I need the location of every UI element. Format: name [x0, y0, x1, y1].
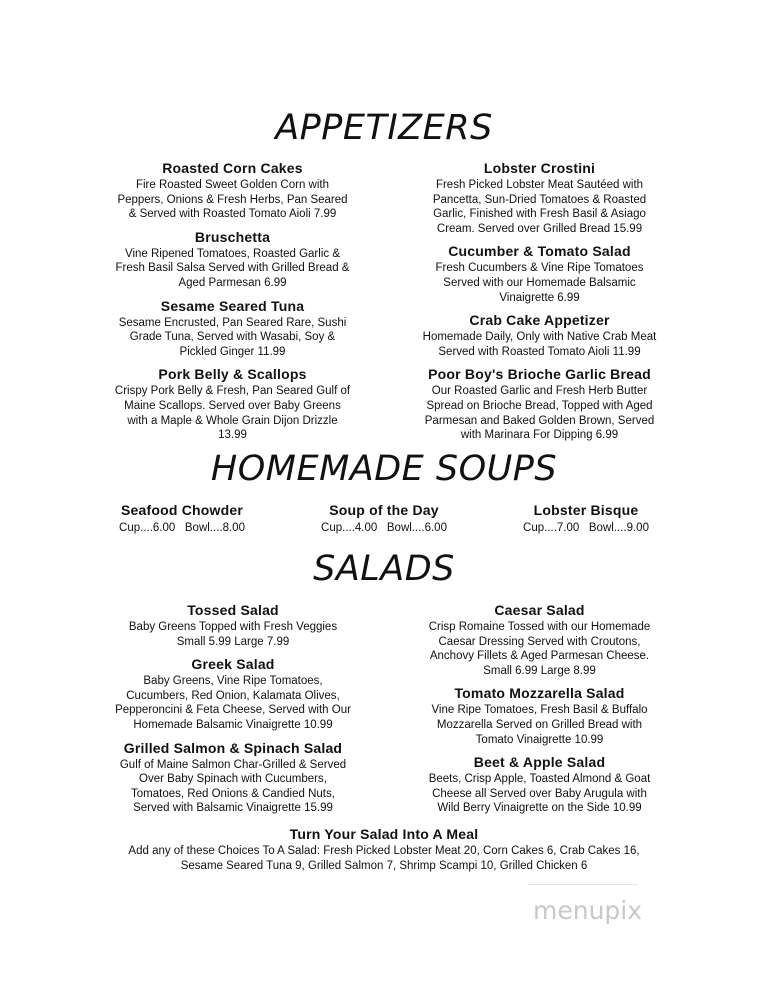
item-description: Fresh Picked Lobster Meat Sautéed with Pancetta, Sun-Dried Tomatoes & Roasted Garlic, Finished with Fresh Basil & Asiago Cream. Served over Grilled Bread 15.99 — [432, 179, 647, 235]
item-description: Fire Roasted Sweet Golden Corn with Peppers, Onions & Fresh Herbs, Pan Seared & Served with Roasted Tomato Aioli 7.99 — [117, 179, 348, 221]
item-description: Gulf of Maine Salmon Char-Grilled & Served Over Baby Spinach with Cucumbers, Tomatoes, Red Onions & Candied Nuts, Served with Balsamic Vinaigrette 15.99 — [119, 758, 347, 815]
item-name: Caesar Salad — [494, 602, 585, 618]
menu-item — [392, 684, 687, 747]
item-name: Greek Salad — [191, 656, 275, 673]
item-name: Beet & Apple Salad — [473, 754, 606, 771]
menu-item — [392, 753, 687, 816]
item-name: Pork Belly & Scallops — [158, 366, 307, 383]
meal-description: Add any of these Choices To A Salad: Fresh Picked Lobster Meat 20, Corn Cakes 6, Crab Cakes 16, Sesame Seared Tuna 9, Grilled Salmon 7, Shrimp Scampi 10, Grilled Chicken 6 — [128, 845, 640, 872]
menu-item — [392, 159, 687, 236]
salads-right-column — [392, 601, 687, 816]
appetizers-left-column — [90, 159, 375, 443]
meal-title: Turn Your Salad Into A Meal — [289, 826, 479, 842]
soup-item — [466, 501, 706, 536]
appetizers-right-column — [392, 159, 687, 443]
soup-prices: Cup....4.00 Bowl....6.00 — [321, 522, 447, 534]
item-description: Baby Greens Topped with Fresh Veggies Small 5.99 Large 7.99 — [128, 621, 338, 648]
item-name: Crab Cake Appetizer — [469, 312, 610, 329]
item-name: Cucumber & Tomato Salad — [448, 243, 631, 260]
item-name: Tossed Salad — [187, 602, 279, 618]
menu-item — [90, 228, 375, 291]
watermark-rule — [528, 884, 638, 885]
salads-left-column — [88, 601, 378, 816]
item-name: Grilled Salmon & Spinach Salad — [123, 739, 343, 756]
item-description: Fresh Cucumbers & Vine Ripe Tomatoes Served with our Homemade Balsamic Vinaigrette 6.99 — [435, 262, 644, 304]
item-name: Sesame Seared Tuna — [160, 297, 305, 314]
item-description: Our Roasted Garlic and Fresh Herb Butter Spread on Brioche Bread, Topped with Aged Parmesan and Baked Golden Brown, Served with Marinara For Dipping 6.99 — [424, 385, 655, 442]
salads-heading: SALADS — [313, 549, 455, 589]
appetizers-heading: APPETIZERS — [275, 108, 493, 148]
menu-item — [392, 242, 687, 305]
menu-item — [90, 365, 375, 442]
menu-item — [88, 739, 378, 816]
menu-item — [90, 159, 375, 222]
item-description: Beets, Crisp Apple, Toasted Almond & Goat Cheese all Served over Baby Arugula with Wild Berry Vinaigrette on the Side 10.99 — [428, 773, 651, 815]
item-name: Roasted Corn Cakes — [162, 160, 303, 176]
item-name: Lobster Crostini — [483, 160, 596, 176]
soup-prices: Cup....6.00 Bowl....8.00 — [119, 522, 245, 534]
item-description: Vine Ripened Tomatoes, Roasted Garlic & Fresh Basil Salsa Served with Grilled Bread & Aged Parmesan 6.99 — [115, 247, 350, 289]
item-name: Poor Boy's Brioche Garlic Bread — [428, 366, 651, 383]
soups-heading: HOMEMADE SOUPS — [210, 449, 558, 489]
menu-item — [88, 655, 378, 732]
watermark-logo: menupix — [533, 896, 643, 925]
menu-item — [392, 365, 687, 442]
menu-item — [88, 601, 378, 649]
item-description: Sesame Encrusted, Pan Seared Rare, Sushi Grade Tuna, Served with Wasabi, Soy & Pickled Ginger 11.99 — [118, 316, 347, 358]
item-name: Seafood Chowder — [120, 502, 243, 518]
item-description: Crispy Pork Belly & Fresh, Pan Seared Gulf of Maine Scallops. Served over Baby Greens with a Maple & Whole Grain Dijon Drizzle 13.99 — [114, 385, 351, 442]
item-description: Baby Greens, Vine Ripe Tomatoes, Cucumbers, Red Onion, Kalamata Olives, Pepperoncini & Feta Cheese, Served with Our Homemade Balsamic Vinaigrette 10.99 — [115, 675, 351, 731]
menu-item — [90, 297, 375, 360]
item-description: Homemade Daily, Only with Native Crab Meat Served with Roasted Tomato Aioli 11.99 — [422, 331, 657, 358]
item-name: Lobster Bisque — [533, 502, 639, 518]
item-description: Vine Ripe Tomatoes, Fresh Basil & Buffalo Mozzarella Served on Grilled Bread with Tomato Vinaigrette 10.99 — [431, 704, 648, 746]
menu-item — [392, 601, 687, 678]
item-name: Soup of the Day — [329, 502, 439, 518]
menu-item — [392, 311, 687, 359]
soup-prices: Cup....7.00 Bowl....9.00 — [523, 522, 649, 534]
item-description: Crisp Romaine Tossed with our Homemade Caesar Dressing Served with Croutons, Anchovy Fillets & Aged Parmesan Cheese. Small 6.99 Large 8.99 — [428, 621, 651, 677]
item-name: Tomato Mozzarella Salad — [454, 685, 625, 702]
item-name: Bruschetta — [194, 228, 271, 245]
salad-meal-addons — [0, 825, 768, 873]
